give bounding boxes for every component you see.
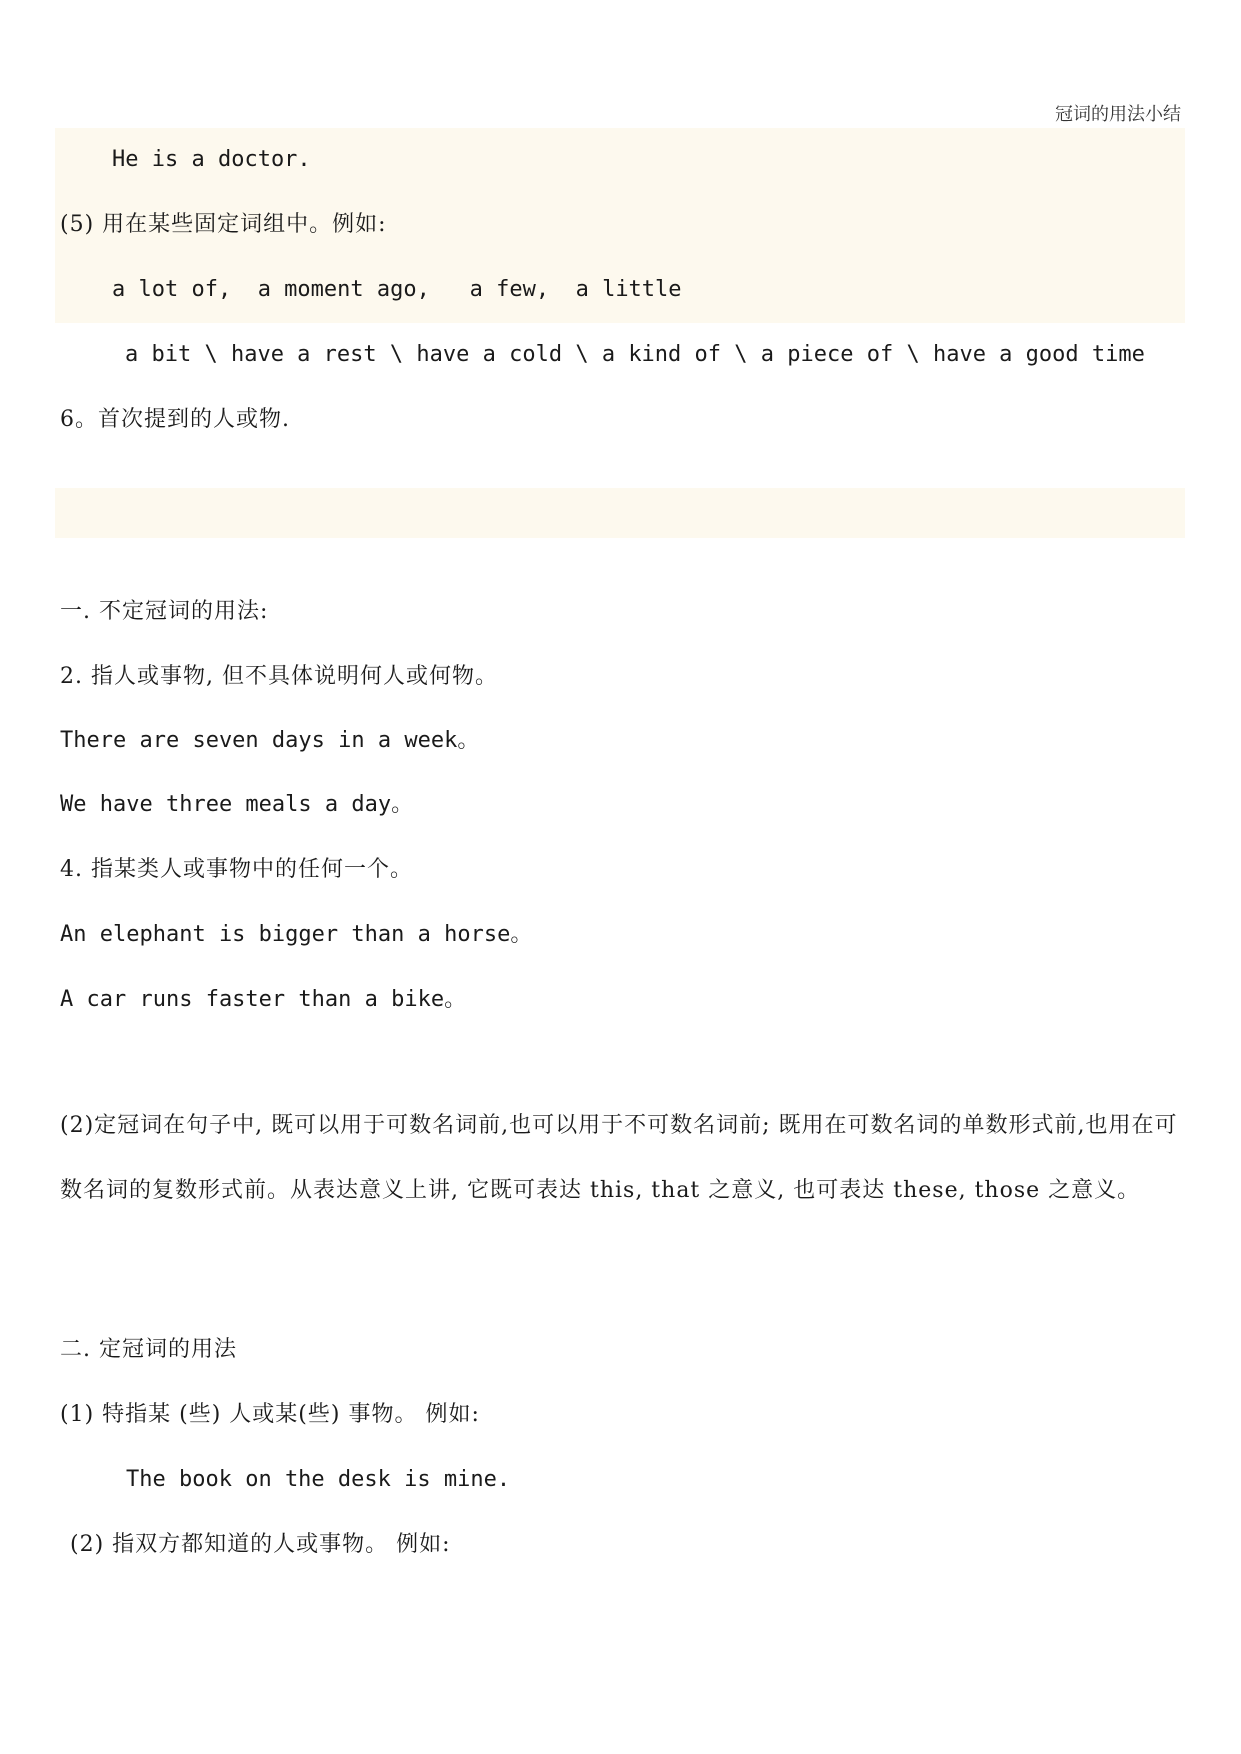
rule-heading: (5) 用在某些固定词组中。例如: bbox=[60, 212, 387, 237]
section-heading: 一. 不定冠词的用法: bbox=[60, 599, 269, 624]
rule-heading: (1) 特指某 (些) 人或某(些) 事物。 例如: bbox=[60, 1402, 480, 1427]
example-sentence: A car runs faster than a bike。 bbox=[60, 987, 467, 1012]
example-sentence: There are seven days in a week。 bbox=[60, 728, 480, 753]
phrase-list: a lot of, a moment ago, a few, a little bbox=[112, 277, 682, 302]
example-sentence: The book on the desk is mine. bbox=[126, 1467, 511, 1492]
example-sentence: An elephant is bigger than a horse。 bbox=[60, 922, 533, 947]
definite-article-paragraph: (2)定冠词在句子中, 既可以用于可数名词前,也可以用于不可数名词前; 既用在可数名词的单数形式前,也用在可数名词的复数形式前。从表达意义上讲, 它既可表达 this, that 之意义, 也可表达 these, those 之意义。 bbox=[60, 1113, 1178, 1203]
page-header-title: 冠词的用法小结 bbox=[1055, 104, 1181, 125]
example-sentence: He is a doctor. bbox=[112, 147, 311, 172]
rule-heading: 6。首次提到的人或物. bbox=[60, 407, 290, 432]
section-heading: 二. 定冠词的用法 bbox=[60, 1337, 237, 1362]
rule-heading: (2) 指双方都知道的人或事物。 例如: bbox=[70, 1532, 451, 1557]
rule-heading: 4. 指某类人或事物中的任何一个。 bbox=[60, 857, 413, 882]
phrase-list-continued: a bit \ have a rest \ have a cold \ a kind of \ a piece of \ have a good time bbox=[125, 342, 1145, 367]
example-sentence: We have three meals a day。 bbox=[60, 792, 414, 817]
rule-heading: 2. 指人或事物, 但不具体说明何人或何物。 bbox=[60, 664, 498, 689]
highlight-block-middle bbox=[55, 488, 1185, 538]
